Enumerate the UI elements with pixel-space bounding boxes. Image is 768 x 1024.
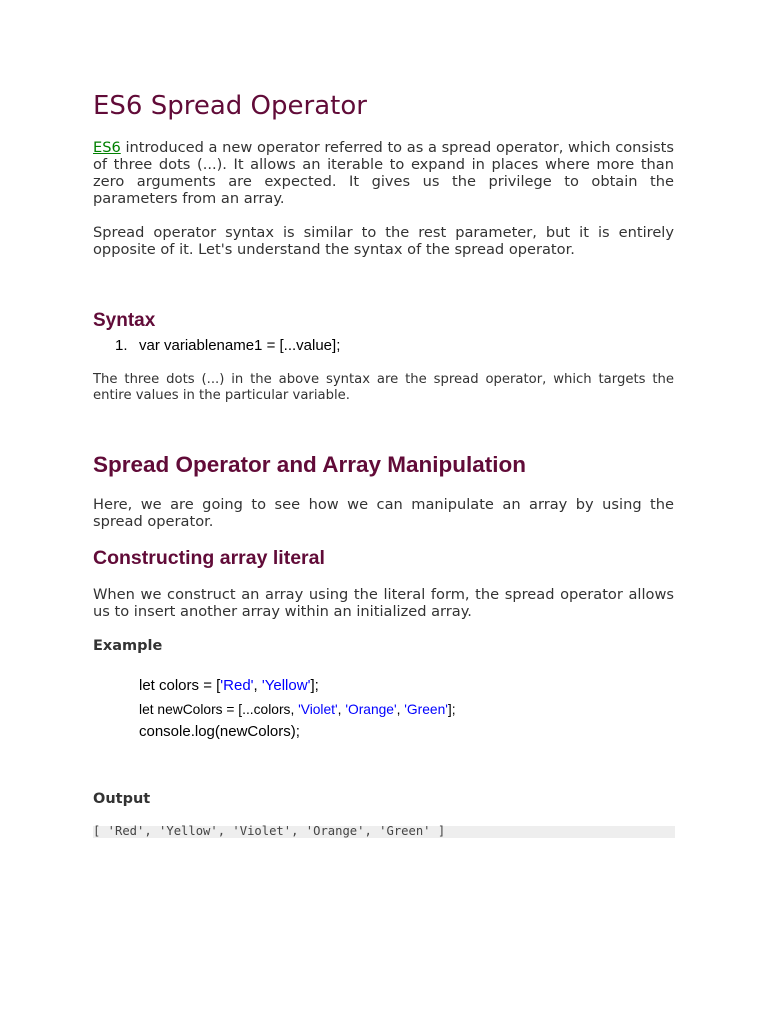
intro-paragraph [93, 139, 674, 207]
syntax-item-number: 1. [115, 337, 128, 354]
syntax-item-code: var variablename1 = [...value]; [139, 337, 341, 354]
string-literal: 'Violet' [298, 702, 338, 717]
output-box [93, 826, 675, 838]
string-literal: 'Red' [220, 677, 254, 694]
string-literal: 'Yellow' [261, 677, 311, 694]
example-label: Example [93, 638, 163, 654]
code-text: ]; [447, 702, 456, 717]
code-line-3: console.log(newColors); [139, 723, 300, 740]
code-separator: , [253, 677, 262, 694]
array-manipulation-paragraph: Here, we are going to see how we can manipulate an array by using the spread operator. [93, 496, 674, 530]
array-literal-heading: Constructing array literal [93, 547, 325, 569]
string-literal: 'Orange' [345, 702, 397, 717]
code-line-1 [139, 677, 319, 694]
code-separator: , [396, 702, 405, 717]
code-separator: , [337, 702, 346, 717]
output-label: Output [93, 791, 151, 807]
page-title: ES6 Spread Operator [93, 91, 367, 121]
code-text: let colors = [ [139, 677, 221, 694]
code-text: ]; [310, 677, 319, 694]
output-text: [ 'Red', 'Yellow', 'Violet', 'Orange', 'Green' ] [93, 824, 446, 838]
code-text: let newColors = [...colors, [139, 702, 299, 717]
syntax-heading: Syntax [93, 310, 156, 331]
code-line-2 [139, 702, 456, 717]
syntax-note: The three dots (...) in the above syntax are the spread operator, which targets the entire values in the particular variable. [93, 372, 674, 403]
intro-paragraph-2: Spread operator syntax is similar to the rest parameter, but it is entirely opposite of it. Let's understand the syntax of the spread operator. [93, 224, 674, 258]
intro-text: introduced a new operator referred to as a spread operator, which consists of three dots (...). It allows an iterable to expand in places where more than zero arguments are expected. It gives us the privilege to obtain the parameters from an array. [93, 139, 674, 207]
array-literal-paragraph: When we construct an array using the literal form, the spread operator allows us to insert another array within an initialized array. [93, 586, 674, 620]
string-literal: 'Green' [404, 702, 448, 717]
es6-link[interactable]: ES6 [93, 139, 121, 156]
syntax-list-item [115, 337, 340, 354]
syntax-list [115, 337, 340, 354]
array-manipulation-heading: Spread Operator and Array Manipulation [93, 452, 526, 477]
